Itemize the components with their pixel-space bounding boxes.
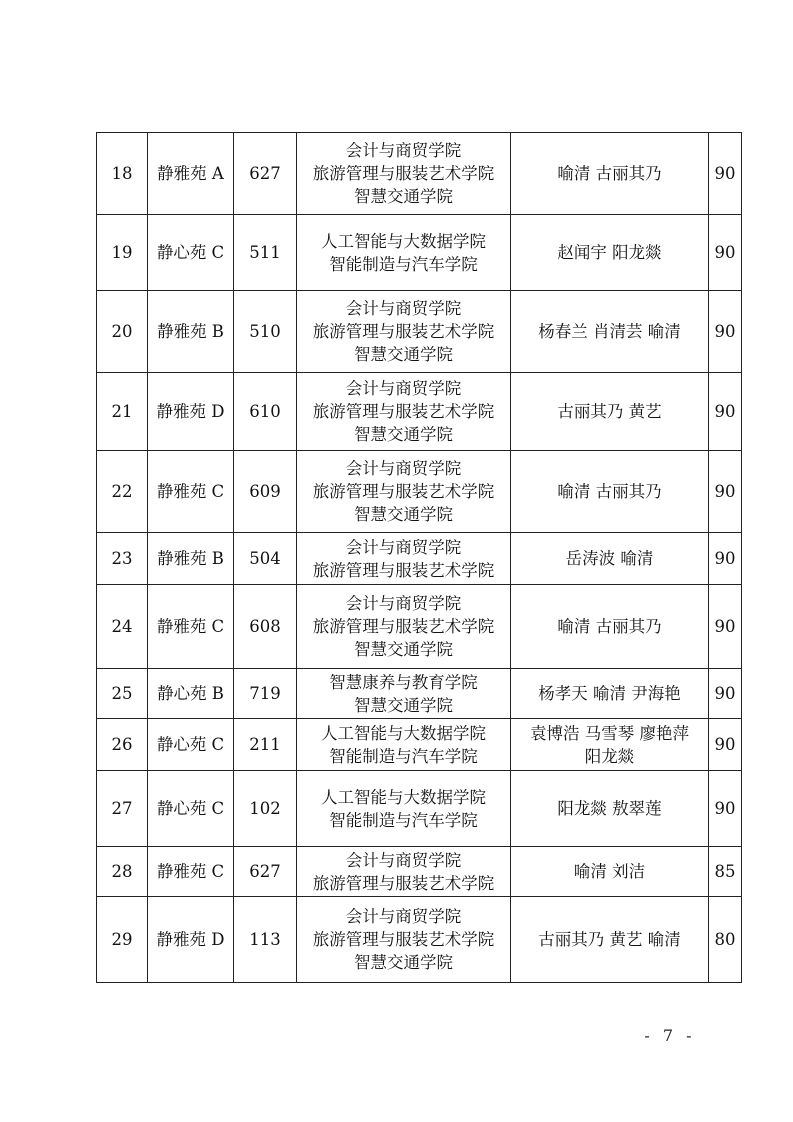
college-cell <box>297 719 511 771</box>
row-number-cell: 22 <box>97 451 148 533</box>
inspector-names: 赵闻宇 阳龙燚 <box>557 243 662 262</box>
inspector-names: 岳涛波 喻清 <box>565 549 654 568</box>
inspector-names: 喻清 古丽其乃 <box>557 164 662 183</box>
table-row <box>97 771 742 847</box>
table-row <box>97 847 742 897</box>
college-name: 会计与商贸学院 <box>345 537 462 557</box>
college-name: 旅游管理与服装艺术学院 <box>312 930 495 949</box>
table-row <box>97 719 742 771</box>
college-name: 智慧交通学院 <box>354 953 453 972</box>
inspector-names: 杨孝天 喻清 尹海艳 <box>538 684 681 703</box>
college-name: 智能制造与汽车学院 <box>329 254 478 274</box>
inspector-names: 古丽其乃 黄艺 <box>557 402 662 421</box>
score-cell: 90 <box>709 373 742 451</box>
college-name: 旅游管理与服装艺术学院 <box>312 617 495 636</box>
table-row <box>97 451 742 533</box>
college-cell <box>297 215 511 291</box>
college-cell <box>297 451 511 533</box>
college-name: 智慧交通学院 <box>354 640 453 659</box>
college-cell <box>297 897 511 983</box>
inspector-cell <box>511 847 709 897</box>
college-name: 智慧交通学院 <box>354 345 453 364</box>
inspector-names: 阳龙燚 敖翠莲 <box>557 799 662 818</box>
row-number-cell: 25 <box>97 669 148 719</box>
inspector-cell <box>511 897 709 983</box>
score-cell: 90 <box>709 533 742 585</box>
college-name: 人工智能与大数据学院 <box>321 231 486 251</box>
table-row <box>97 373 742 451</box>
table-row <box>97 669 742 719</box>
room-number-cell: 608 <box>234 585 297 669</box>
room-number-cell: 627 <box>234 133 297 215</box>
inspector-cell <box>511 669 709 719</box>
inspector-cell <box>511 771 709 847</box>
college-name: 智慧交通学院 <box>354 505 453 524</box>
college-cell <box>297 133 511 215</box>
table-body <box>97 133 742 983</box>
college-cell <box>297 585 511 669</box>
score-cell: 90 <box>709 215 742 291</box>
college-cell <box>297 771 511 847</box>
inspector-cell <box>511 215 709 291</box>
table-row <box>97 215 742 291</box>
inspector-cell <box>511 373 709 451</box>
room-number-cell: 211 <box>234 719 297 771</box>
college-name: 会计与商贸学院 <box>345 850 462 870</box>
college-name: 智慧康养与教育学院 <box>329 672 478 692</box>
score-cell: 90 <box>709 719 742 771</box>
inspector-cell <box>511 133 709 215</box>
score-cell: 90 <box>709 451 742 533</box>
college-name: 智慧交通学院 <box>354 187 453 206</box>
dormitory-inspection-table <box>96 132 742 983</box>
inspector-cell <box>511 533 709 585</box>
score-cell: 90 <box>709 669 742 719</box>
inspector-cell <box>511 719 709 771</box>
college-name: 旅游管理与服装艺术学院 <box>312 164 495 183</box>
college-name: 智慧交通学院 <box>354 425 453 444</box>
inspector-names: 杨春兰 肖清芸 喻清 <box>538 322 681 341</box>
college-name: 旅游管理与服装艺术学院 <box>312 482 495 501</box>
row-number-cell: 20 <box>97 291 148 373</box>
inspector-cell <box>511 291 709 373</box>
college-cell <box>297 291 511 373</box>
college-cell <box>297 669 511 719</box>
college-name: 旅游管理与服装艺术学院 <box>312 402 495 421</box>
row-number-cell: 21 <box>97 373 148 451</box>
college-name: 会计与商贸学院 <box>345 594 462 613</box>
score-cell: 90 <box>709 585 742 669</box>
college-name: 智慧交通学院 <box>354 695 453 715</box>
row-number-cell: 18 <box>97 133 148 215</box>
table-row <box>97 585 742 669</box>
room-number-cell: 627 <box>234 847 297 897</box>
college-name: 会计与商贸学院 <box>345 379 462 398</box>
table-row <box>97 133 742 215</box>
college-cell <box>297 847 511 897</box>
score-cell: 85 <box>709 847 742 897</box>
building-cell: 静雅苑 C <box>148 847 234 897</box>
college-name: 会计与商贸学院 <box>345 299 462 318</box>
building-cell: 静雅苑 B <box>148 533 234 585</box>
college-name: 智能制造与汽车学院 <box>329 746 478 766</box>
room-number-cell: 609 <box>234 451 297 533</box>
score-cell: 90 <box>709 291 742 373</box>
building-cell: 静雅苑 C <box>148 451 234 533</box>
room-number-cell: 102 <box>234 771 297 847</box>
row-number-cell: 29 <box>97 897 148 983</box>
room-number-cell: 510 <box>234 291 297 373</box>
room-number-cell: 610 <box>234 373 297 451</box>
room-number-cell: 511 <box>234 215 297 291</box>
building-cell: 静雅苑 B <box>148 291 234 373</box>
college-name: 人工智能与大数据学院 <box>321 723 486 743</box>
college-name: 会计与商贸学院 <box>345 907 462 926</box>
inspector-names: 喻清 古丽其乃 <box>557 482 662 501</box>
college-name: 智能制造与汽车学院 <box>329 810 478 830</box>
inspector-cell <box>511 451 709 533</box>
inspector-cell <box>511 585 709 669</box>
college-cell <box>297 533 511 585</box>
row-number-cell: 28 <box>97 847 148 897</box>
building-cell: 静雅苑 A <box>148 133 234 215</box>
inspector-names: 袁博浩 马雪琴 廖艳萍 <box>530 723 689 743</box>
building-cell: 静心苑 C <box>148 719 234 771</box>
college-name: 会计与商贸学院 <box>345 141 462 160</box>
row-number-cell: 26 <box>97 719 148 771</box>
inspector-names: 古丽其乃 黄艺 喻清 <box>538 930 681 949</box>
page-number: - 7 - <box>644 1026 696 1045</box>
college-name: 会计与商贸学院 <box>345 459 462 478</box>
row-number-cell: 24 <box>97 585 148 669</box>
college-name: 旅游管理与服装艺术学院 <box>312 322 495 341</box>
table-row <box>97 897 742 983</box>
inspector-names: 喻清 古丽其乃 <box>557 617 662 636</box>
building-cell: 静雅苑 D <box>148 373 234 451</box>
building-cell: 静心苑 C <box>148 771 234 847</box>
inspector-names: 阳龙燚 <box>584 746 635 766</box>
building-cell: 静心苑 C <box>148 215 234 291</box>
table-row <box>97 533 742 585</box>
inspector-names: 喻清 刘洁 <box>573 862 646 881</box>
college-name: 旅游管理与服装艺术学院 <box>312 873 495 893</box>
building-cell: 静雅苑 D <box>148 897 234 983</box>
score-cell: 90 <box>709 133 742 215</box>
room-number-cell: 504 <box>234 533 297 585</box>
row-number-cell: 19 <box>97 215 148 291</box>
college-cell <box>297 373 511 451</box>
table-row <box>97 291 742 373</box>
building-cell: 静心苑 B <box>148 669 234 719</box>
building-cell: 静雅苑 C <box>148 585 234 669</box>
score-cell: 80 <box>709 897 742 983</box>
college-name: 人工智能与大数据学院 <box>321 787 486 807</box>
row-number-cell: 23 <box>97 533 148 585</box>
room-number-cell: 719 <box>234 669 297 719</box>
college-name: 旅游管理与服装艺术学院 <box>312 560 495 580</box>
row-number-cell: 27 <box>97 771 148 847</box>
score-cell: 90 <box>709 771 742 847</box>
room-number-cell: 113 <box>234 897 297 983</box>
